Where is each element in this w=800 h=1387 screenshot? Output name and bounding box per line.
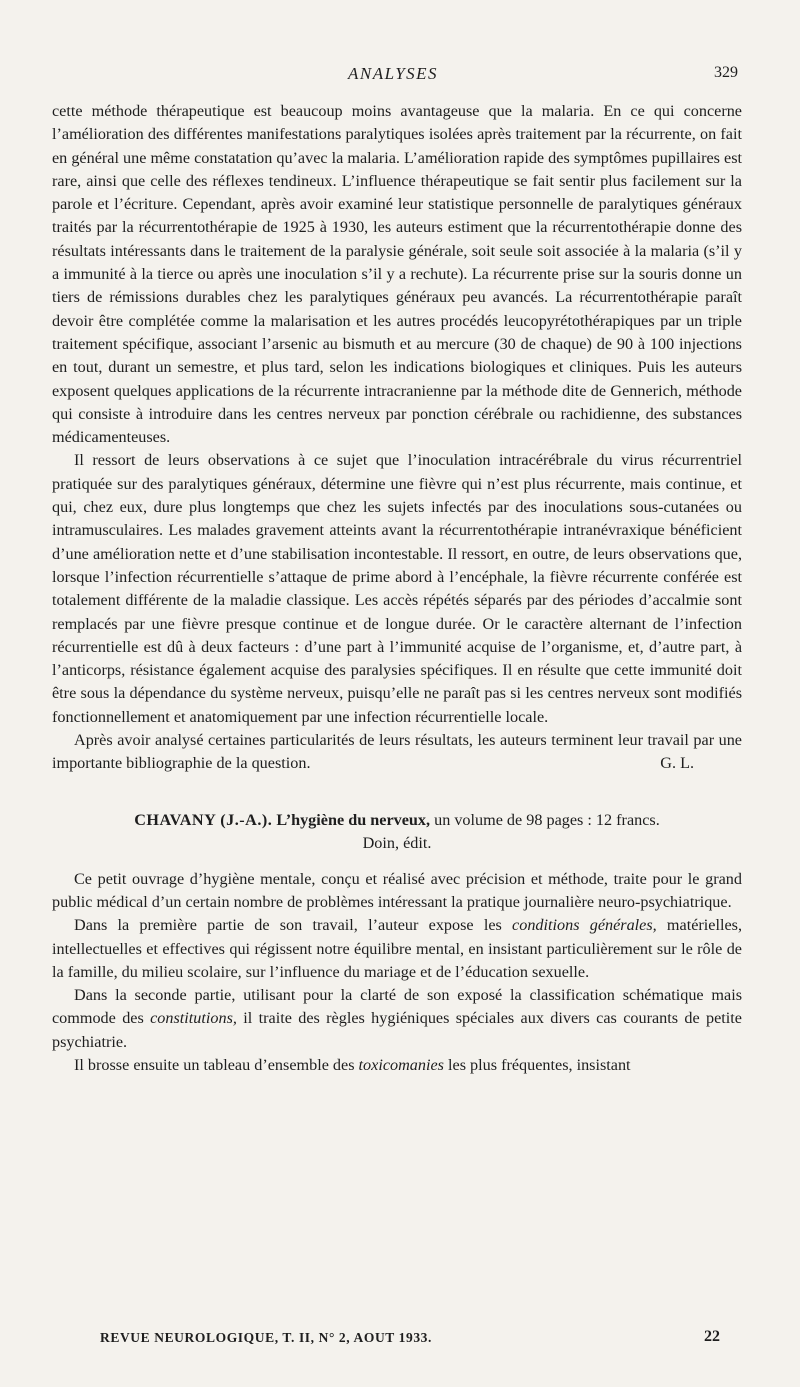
review-paragraph-3: [52, 984, 742, 1054]
review-paragraph-2-italic: conditions générales,: [512, 916, 657, 935]
running-header: [0, 62, 800, 88]
review-paragraph-1: Ce petit ouvrage d’hygiène mentale, conçu et réalisé avec précision et méthode, traite pour le grand public médical d’un certain nombre de problèmes intéressant la pratique journalière neuro-psychiatrique.: [52, 869, 742, 911]
review-book-title: L’hygiène du nerveux,: [276, 810, 431, 829]
footer-journal-reference: REVUE NEUROLOGIQUE, T. II, N° 2, AOUT 1933.: [100, 1330, 433, 1345]
review-author: CHAVANY (J.-A.).: [134, 810, 273, 829]
review-paragraph-2-text-a: Dans la première partie de son travail, l’auteur expose les: [74, 916, 513, 935]
review-paragraph-3-text-a: Dans la seconde partie, utilisant pour la clarté de son exposé la classification schématique mais commode des: [52, 986, 742, 1028]
review-publisher: Doin, édit.: [362, 834, 432, 853]
review-body: [52, 868, 742, 1078]
page-number: 329: [714, 64, 738, 81]
review-paragraph-3-text-b: il traite des règles hygiéniques spéciales aux divers cas courants de petite psychiatrie.: [52, 1009, 742, 1051]
article-signature: G. L.: [660, 754, 694, 773]
review-paragraph-4-text-a: Il brosse ensuite un tableau d’ensemble des: [74, 1055, 359, 1074]
article-paragraph-3-text: Après avoir analysé certaines particularités de leurs résultats, les auteurs terminent leur travail par une importante bibliographie de la question.: [52, 731, 742, 773]
review-paragraph-2: [52, 914, 742, 984]
review-book-details: un volume de 98 pages : 12 francs.: [434, 810, 660, 829]
body-text: [52, 100, 742, 1077]
running-title: ANALYSES: [347, 64, 439, 83]
review-paragraph-2-text-b: matérielles, intellectuelles et effectives qui régissent notre équilibre mental, en insistant particulièrement sur le rôle de la famille, du milieu scolaire, sur l’influence du mariage et de l’éducation sexuelle.: [52, 916, 742, 981]
review-paragraph-3-italic: constitutions,: [150, 1009, 237, 1028]
article-paragraph-1: cette méthode thérapeutique est beaucoup moins avantageuse que la malaria. En ce qui concerne l’amélioration des différentes manifestations paralytiques isolées après traitement par la récurrente, on fait en général une même constatation qu’avec la malaria. L’amélioration rapide des symptômes pupillaires est rare, ainsi que celle des réflexes tendineux. L’influence thérapeutique se fait sentir plus facilement sur la parole et l’écriture. Cependant, après avoir examiné leur statistique personnelle de paralytiques généraux traités par la récurrentothérapie de 1925 à 1930, les auteurs estiment que la récurrentothérapie donne des résultats intéressants dans le traitement de la paralysie générale, soit seule soit associée à la malaria (s’il y a immunité à la tierce ou après une inoculation s’il y a rechute). La récurrente prise sur la souris donne un tiers de rémissions durables chez les paralytiques généraux peu avancés. La récurrentothérapie paraît devoir être complétée comme la malarisation et les autres procédés leucopyrétothérapiques par un triple traitement spécifique, associant l’arsenic au bismuth et au mercure (30 de chaque) de 90 à 100 injections en tout, durant un semestre, et plus tard, selon les indications biologiques et cliniques. Puis les auteurs exposent quelques applications de la récurrente intracranienne par la méthode dite de Gennerich, méthode qui consiste à introduire dans les centres nerveux par ponction cérébrale ou rachidienne, des substances médicamenteuses.: [52, 102, 742, 447]
review-paragraph-4-text-b: les plus fréquentes, insistant: [443, 1055, 631, 1074]
article-paragraph-3: [52, 729, 742, 776]
page-footer: [100, 1328, 720, 1352]
footer-sheet-number: 22: [704, 1328, 720, 1345]
review-heading: [52, 809, 742, 856]
review-paragraph-4-italic: toxicomanies: [358, 1055, 444, 1074]
review-paragraph-4: [52, 1054, 742, 1077]
review-heading-line-1: [52, 809, 742, 833]
article-paragraph-2: Il ressort de leurs observations à ce sujet que l’inoculation intracérébrale du virus récurrentriel pratiquée sur des paralytiques généraux, détermine une fièvre qui n’est plus récurrente, mais continue, et qui, chez eux, dure plus longtemps que chez les sujets infectés par des inoculations sous-cutanées ou intramusculaires. Les malades gravement atteints avant la récurrentothérapie intranévraxique bénéficient d’une amélioration nette et d’une stabilisation incontestable. Il ressort, en outre, de leurs observations que, lorsque l’infection récurrentielle s’attaque de prime abord à l’encéphale, la fièvre récurrente conférée est totalement différente de la maladie classique. Les accès répétés séparés par des périodes d’accalmie sont remplacés par une fièvre presque continue et de longue durée. Or le caractère alternant de l’infection récurrentielle est dû à deux facteurs : d’une part à l’immunité acquise de l’organisme, et, d’autre part, à l’anticorps, résistance également acquise des paralysies spécifiques. Il en résulte que cette immunité doit être sous la dépendance du système nerveux, puisqu’elle ne paraît pas si les centres nerveux sont modifiés fonctionnellement et anatomiquement par une infection récurrentielle locale.: [52, 451, 742, 726]
